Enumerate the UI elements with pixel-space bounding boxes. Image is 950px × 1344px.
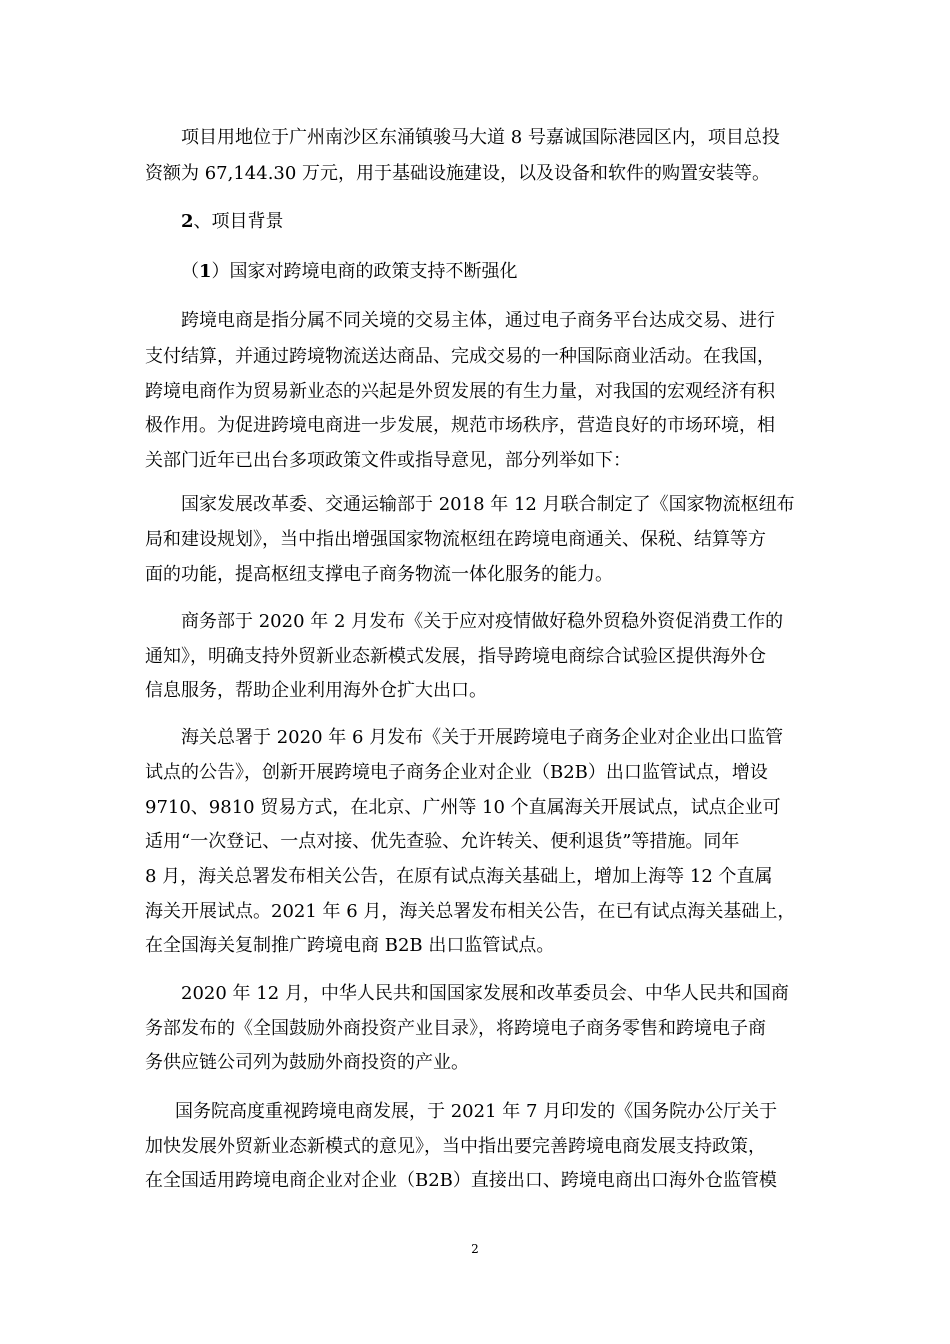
paragraph-line: 资额为 67,144.30 万元，用于基础设施建设，以及设备和软件的购置安装等。 <box>145 163 771 184</box>
paragraph-line: 务供应链公司列为鼓励外商投资的产业。 <box>145 1052 469 1073</box>
paragraph-line: 项目用地位于广州南沙区东涌镇骏马大道 8 号嘉诚国际港园区内，项目总投 <box>181 127 780 148</box>
paragraph-line: 加快发展外贸新业态新模式的意见》，当中指出要完善跨境电商发展支持政策， <box>145 1136 766 1157</box>
paragraph-line: 2020 年 12 月，中华人民共和国国家发展和改革委员会、中华人民共和国商 <box>181 983 789 1004</box>
heading-text: ）国家对跨境电商的政策支持不断强化 <box>211 261 518 282</box>
page-number: 2 <box>471 1242 479 1256</box>
paragraph-line: 国家发展改革委、交通运输部于 2018 年 12 月联合制定了《国家物流枢纽布 <box>181 494 795 515</box>
paragraph-line: 国务院高度重视跨境电商发展，于 2021 年 7 月印发的《国务院办公厅关于 <box>175 1101 778 1122</box>
paragraph-line: 跨境电商是指分属不同关境的交易主体，通过电子商务平台达成交易、进行 <box>181 310 775 331</box>
heading-number: 2 <box>181 211 194 232</box>
paragraph-line: 局和建设规划》，当中指出增强国家物流枢纽在跨境电商通关、保税、结算等方 <box>145 529 766 550</box>
section-heading <box>181 211 284 233</box>
paragraph-line: 海关总署于 2020 年 6 月发布《关于开展跨境电子商务企业对企业出口监管 <box>181 727 784 748</box>
paragraph-line: 9710、9810 贸易方式，在北京、广州等 10 个直属海关开展试点，试点企业可 <box>145 797 781 818</box>
paragraph-line: 8 月，海关总署发布相关公告，在原有试点海关基础上，增加上海等 12 个直属 <box>145 866 773 887</box>
paragraph-line: 在全国适用跨境电商企业对企业（B2B）直接出口、跨境电商出口海外仓监管模 <box>145 1170 777 1191</box>
subsection-heading <box>181 261 518 283</box>
paragraph-line: 商务部于 2020 年 2 月发布《关于应对疫情做好稳外贸稳外资促消费工作的 <box>181 611 784 632</box>
paragraph-line: 极作用。为促进跨境电商进一步发展，规范市场秩序，营造良好的市场环境，相 <box>145 415 775 436</box>
paragraph-line: 海关开展试点。2021 年 6 月，海关总署发布相关公告，在已有试点海关基础上， <box>145 901 796 922</box>
paragraph-line: 关部门近年已出台多项政策文件或指导意见，部分列举如下： <box>145 450 631 471</box>
heading-number: 1 <box>199 261 212 282</box>
paragraph-line: 适用“一次登记、一点对接、优先查验、允许转关、便利退货”等措施。同年 <box>145 831 740 852</box>
paragraph-line: 务部发布的《全国鼓励外商投资产业目录》，将跨境电子商务零售和跨境电子商 <box>145 1018 766 1039</box>
paragraph-line: 跨境电商作为贸易新业态的兴起是外贸发展的有生力量，对我国的宏观经济有积 <box>145 381 775 402</box>
paragraph-line: 信息服务，帮助企业利用海外仓扩大出口。 <box>145 680 487 701</box>
paragraph-line: 试点的公告》，创新开展跨境电子商务企业对企业（B2B）出口监管试点，增设 <box>145 762 768 783</box>
paragraph-line: 面的功能，提高枢纽支撑电子商务物流一体化服务的能力。 <box>145 564 613 585</box>
paragraph-line: 在全国海关复制推广跨境电商 B2B 出口监管试点。 <box>145 935 555 956</box>
paragraph-line: 支付结算，并通过跨境物流送达商品、完成交易的一种国际商业活动。在我国， <box>145 346 775 367</box>
heading-text: 、项目背景 <box>193 211 284 232</box>
paragraph-line: 通知》，明确支持外贸新业态新模式发展，指导跨境电商综合试验区提供海外仓 <box>145 646 766 667</box>
heading-paren: （ <box>181 261 199 282</box>
